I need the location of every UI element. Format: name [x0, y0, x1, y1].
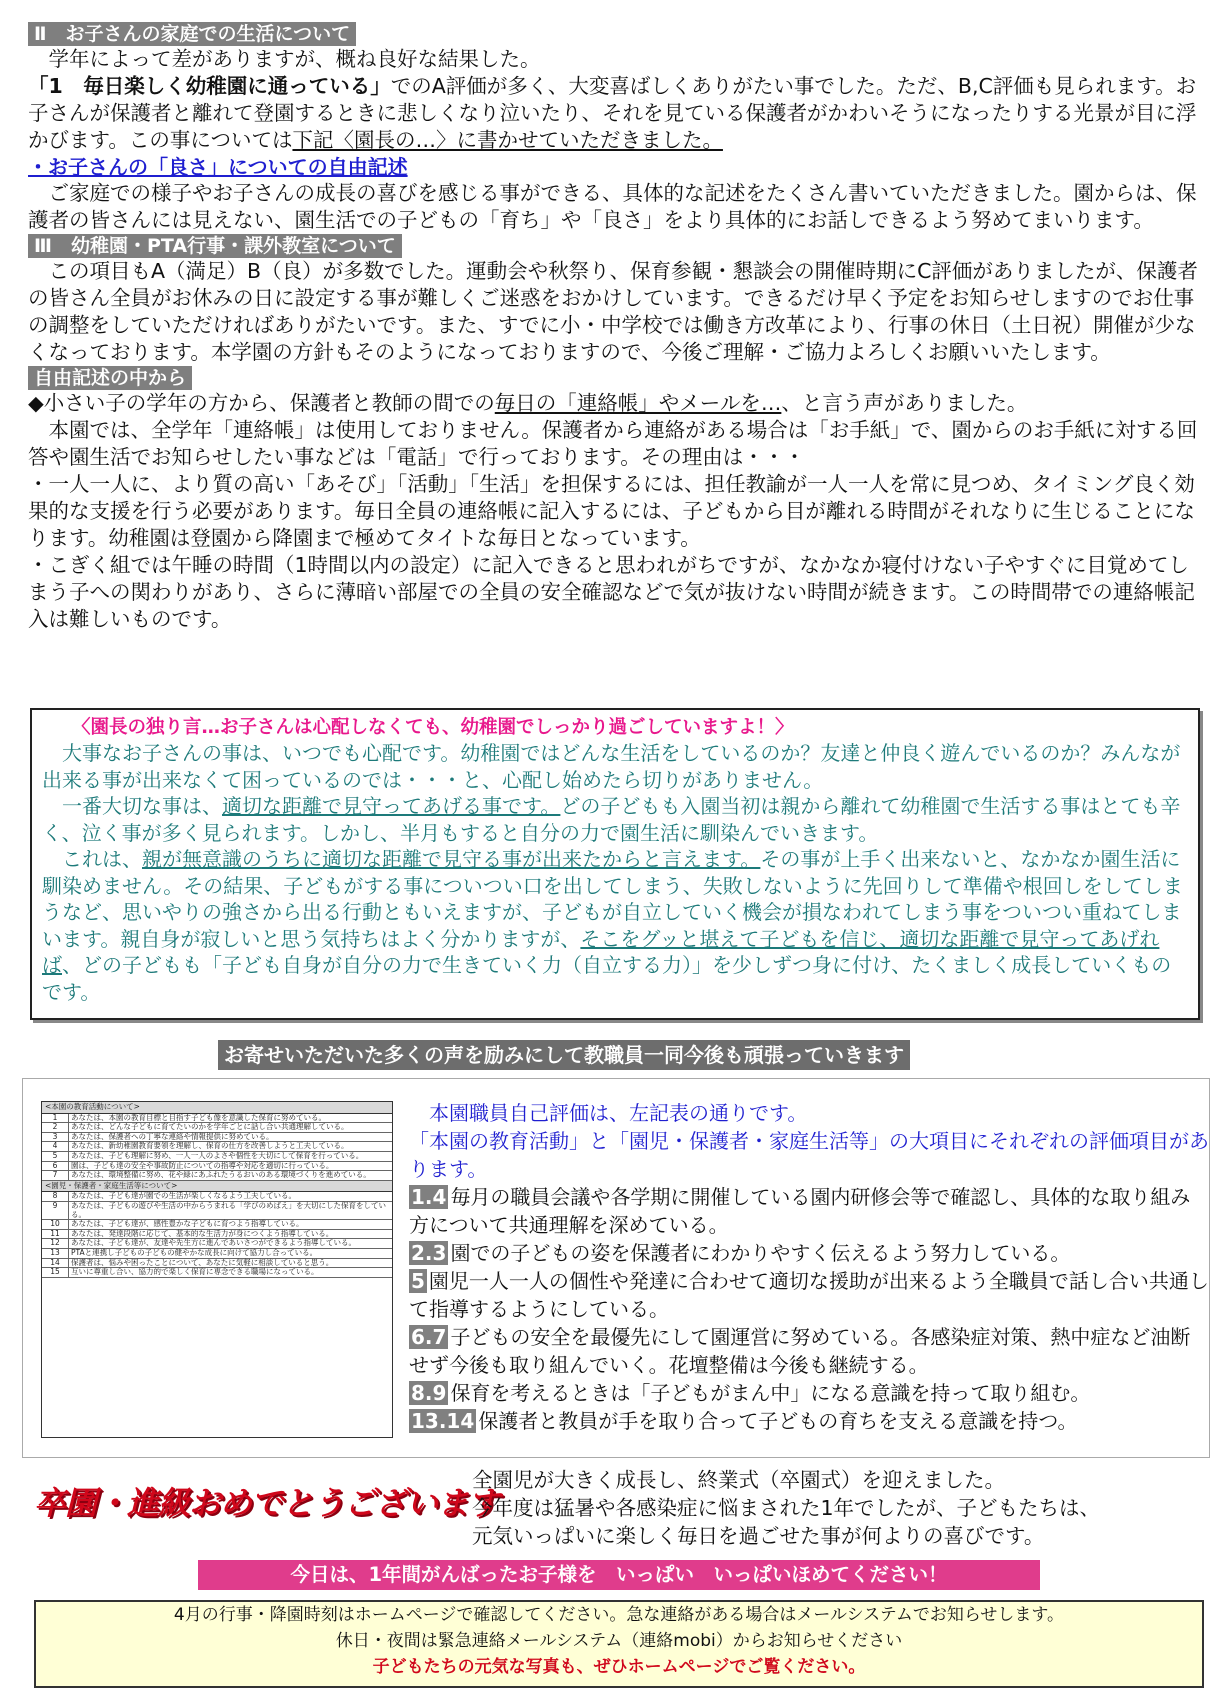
section2-intro: 学年によって差がありますが、概ね良好な結果した。 — [28, 47, 541, 71]
row-text: あなたは、発達段階に応じて、基本的な生活力が身につくよう指導している。 — [71, 1228, 334, 1238]
row-number: 7 — [42, 1171, 69, 1180]
eval-item — [409, 1267, 1209, 1323]
eval-item — [409, 1323, 1209, 1379]
eval-item-text: 保護者と教員が手を取り合って子どもの育ちを支える意識を持つ。 — [478, 1409, 1078, 1433]
eval-item-tag: 6.7 — [411, 1325, 447, 1349]
q1-heading: 「1 毎日楽しく幼稚園に通っている」 — [28, 74, 391, 98]
row-text: あなたは、子どもの遊びや生活の中からうまれる「学びのめばえ」を大切にした保育をしている。 — [71, 1200, 386, 1219]
row-number: 9 — [42, 1202, 69, 1219]
row-text: あなたは、環境整備に努め、花や緑にあふれたうるおいのある環境づくりを進めている。 — [71, 1170, 371, 1180]
section2-q1 — [28, 73, 1208, 154]
row-text: あなたは、保護者への丁寧な連絡や情報提供に努めている。 — [71, 1131, 274, 1141]
eval-item-text: 保育を考えるときは「子どもがまん中」になる意識を持って取り組む。 — [450, 1381, 1091, 1405]
p2c: どの子どもも入園当初は親から離れて幼稚園で生活する事はとても辛く、泣く事が多く見られます。しかし、半月もすると自分の力で園生活に馴染んでいきます。 — [42, 794, 1181, 845]
eval-item — [409, 1407, 1209, 1435]
p3e: 、どの子どもも「子ども自身が自分の力で生きていく力（自立する力）」を少しずつ身に付け、たくましく成長していくものです。 — [42, 953, 1172, 1004]
eval-intro2: 「本園の教育活動」と「園児・保護者・家庭生活等」の大項目にそれぞれの評価項目があります。 — [409, 1129, 1209, 1181]
q1-body: でのA評価が多く、大変喜ばしくありがたい事でした。ただ、B,C評価も見られます。お子さんが保護者と離れて登園するときに悲しくなり泣いたり、それを見ている保護者がかわいそうになったりする光景が目に浮かびます。この事については — [28, 74, 1197, 152]
eval-item-text: 園での子どもの姿を保護者にわかりやすく伝えるよう努力している。 — [450, 1241, 1071, 1265]
grad-line2: 今年度は猛暑や各感染症に悩まされた1年でしたが、子どもたちは、 — [472, 1496, 1101, 1520]
principal-title: 〈園長の独り言…お子さんは心配しなくても、幼稚園でしっかり過ごしていますよ！〉 — [72, 717, 794, 738]
eval-item-tag: 1.4 — [411, 1185, 447, 1209]
evaluation-section — [22, 1078, 1210, 1458]
row-number: 15 — [42, 1268, 69, 1277]
free-text-body: ご家庭での様子やお子さんの成長の喜びを感じる事ができる、具体的な記述をたくさん書いていただきました。園からは、保護者の皆さんには見えない、園生活での子どもの「育ち」や「良さ」をより具体的にお話しできるよう努めてまいります。 — [28, 181, 1197, 232]
free-line1-c: 、と言う声がありました。 — [781, 391, 1028, 415]
eval-item-text: 子どもの安全を最優先にして園運営に努めている。各感染症対策、熱中症など油断せず今後も取り組んでいく。花壇整備は今後も継続する。 — [409, 1325, 1191, 1377]
graduation-text — [472, 1466, 1212, 1550]
praise-bar: 今日は、1年間がんばったお子様を いっぱい いっぱいほめてください！ — [198, 1560, 1040, 1590]
eval-item-tag: 13.14 — [411, 1409, 475, 1433]
table-rows-1 — [42, 1114, 392, 1181]
row-number: 8 — [42, 1192, 69, 1201]
row-text: あなたは、子ども達が、友達や先生方に進んであいさつができるよう指導している。 — [71, 1238, 356, 1248]
section3-title: Ⅲ 幼稚園・PTA行事・課外教室について — [28, 234, 402, 258]
free-line1-b: 毎日の「連絡帳」やメールを… — [494, 391, 782, 415]
row-text: PTAと連携し子どもの子どもの健やかな成長に向けて協力し合っている。 — [71, 1247, 318, 1257]
p3b: 親が無意識のうちに適切な距離で見守る事が出来たからと言えます。 — [142, 847, 761, 871]
row-text: あなたは、子ども達が、感性豊かな子どもに育つよう指導している。 — [71, 1219, 304, 1229]
table-row — [42, 1202, 392, 1220]
footer-line2: 休日・夜間は緊急連絡メールシステム（連絡mobi）からお知らせください — [335, 1631, 903, 1651]
row-text: 保護者は、悩みや困ったことについて、あなたに気軽に相談していると思う。 — [71, 1257, 334, 1267]
p2b: 適切な距離で見守ってあげる事です。 — [222, 794, 561, 818]
row-number: 5 — [42, 1152, 69, 1161]
free-line4: ・こぎく組では午睡の時間（1時間以内の設定）に記入できると思われがちですが、なかなか寝付けない子やすぐに目覚めてしまう子への関わりがあり、さらに薄暗い部屋での全員の安全確認などで気が抜けない時間が続きます。この時間帯での連絡帳記入は難しいものです。 — [28, 553, 1195, 631]
p3a: これは、 — [42, 847, 142, 871]
eval-item-text: 園児一人一人の個性や発達に合わせて適切な援助が出来るよう全職員で話し合い共通して指導するようにしている。 — [409, 1269, 1209, 1321]
principal-p1: 大事なお子さんの事は、いつでも心配です。幼稚園ではどんな生活をしているのか？友達と仲良く遊んでいるのか？みんなが出来る事が出来なくて困っているのでは・・・と、心配し始めたら切りがありません。 — [42, 741, 1181, 792]
footer-line3: 子どもたちの元気な写真も、ぜひホームページでご覧ください。 — [372, 1657, 866, 1677]
footer-notice — [34, 1600, 1204, 1688]
free-section-title: 自由記述の中から — [28, 366, 192, 390]
row-number: 3 — [42, 1133, 69, 1142]
row-number: 12 — [42, 1239, 69, 1248]
table-rows-2 — [42, 1192, 392, 1277]
eval-items — [409, 1183, 1209, 1435]
eval-item-tag: 5 — [411, 1269, 425, 1293]
principal-p3 — [42, 846, 1188, 1005]
table-row — [42, 1268, 392, 1278]
row-text: あなたは、どんな子どもに育てたいのかを学年ごとに話し合い共通理解している。 — [71, 1122, 349, 1132]
row-number: 13 — [42, 1249, 69, 1258]
free-line1-a: ◆小さい子の学年の方から、保護者と教師の間での — [28, 391, 495, 415]
section2-title: Ⅱ お子さんの家庭での生活について — [28, 22, 356, 46]
eval-item-tag: 8.9 — [411, 1381, 447, 1405]
row-text: あなたは、本園の教育目標と目指す子ども像を意識した保育に努めている。 — [71, 1112, 326, 1122]
banner: お寄せいただいた多くの声を励みにして教職員一同今後も頑張っていきます — [218, 1040, 910, 1070]
row-text: あなたは、子ども理解に努め、一人一人のよさや個性を大切にして保育を行っている。 — [71, 1150, 364, 1160]
free-line2: 本園では、全学年「連絡帳」は使用しておりません。保護者から連絡がある場合は「お手紙」で、園からのお手紙に対する回答や園生活でお知らせしたい事などは「電話」で行っております。その理由は・・・ — [28, 418, 1198, 469]
row-number: 10 — [42, 1220, 69, 1229]
row-number: 2 — [42, 1123, 69, 1132]
p3d: そこをグッと堪えて子どもを信じ、適切な距離で見守ってあげれば — [42, 926, 1160, 977]
table-row — [42, 1171, 392, 1181]
row-number: 6 — [42, 1162, 69, 1171]
main-content — [28, 22, 1208, 633]
graduation-title: 卒園・進級おめでとうございます — [34, 1484, 500, 1522]
row-text: あなたは、子ども達が園での生活が楽しくなるよう工夫している。 — [71, 1191, 296, 1201]
free-line1 — [28, 390, 1208, 417]
principal-box — [30, 708, 1200, 1020]
row-text: 園は、子ども達の安全や事故防止についての指導や対応を適切に行っている。 — [71, 1160, 334, 1170]
grad-line1: 全園児が大きく成長し、終業式（卒園式）を迎えました。 — [472, 1468, 1005, 1492]
evaluation-text — [409, 1099, 1209, 1435]
grad-line3: 元気いっぱいに楽しく毎日を過ごせた事が何よりの喜びです。 — [472, 1524, 1045, 1548]
eval-item-tag: 2.3 — [411, 1241, 447, 1265]
row-number: 1 — [42, 1114, 69, 1123]
q1-link-text: 下記〈園長の…〉に書かせていただきました。 — [292, 128, 723, 152]
row-text: あなたは、新幼稚園教育要領を理解し、保育の仕方を改善しようと工夫している。 — [71, 1141, 349, 1151]
eval-intro1: 本園職員自己評価は、左記表の通りです。 — [409, 1101, 808, 1125]
eval-item — [409, 1239, 1209, 1267]
eval-item-text: 毎月の職員会議や各学期に開催している園内研修会等で確認し、具体的な取り組み方について共通理解を深めている。 — [409, 1185, 1191, 1237]
eval-item — [409, 1183, 1209, 1239]
footer-line1: 4月の行事・降園時刻はホームページで確認してください。急な連絡がある場合はメールシステムでお知らせします。 — [173, 1605, 1065, 1625]
eval-item — [409, 1379, 1209, 1407]
row-number: 14 — [42, 1259, 69, 1268]
section3-body: この項目もA（満足）B（良）が多数でした。運動会や秋祭り、保育参観・懇談会の開催時期にC評価がありましたが、保護者の皆さん全員がお休みの日に設定する事が難しくご迷惑をおかけしています。できるだけ早く予定をお知らせしますのでお仕事の調整をしていただければありがたいです。また、すでに小・中学校では働き方改革により、行事の休日（土日祝）開催が少なくなっております。本学園の方針もそのようになっておりますので、今後ご理解・ご協力よろしくお願いいたします。 — [28, 259, 1198, 364]
table-head-1: <本園の教育活動について> — [42, 1102, 392, 1114]
row-text: 互いに尊重し合い、協力的で楽しく保育に専念できる職場になっている。 — [71, 1267, 319, 1277]
p3c: その事が上手く出来ないと、なかなか園生活に馴染めません。その結果、子どもがする事についつい口を出してしまう、失敗しないように先回りして準備や根回しをしてしまうなど、思いやりの強さから出る行動ともいえますが、子どもが自立していく機会が損なわれてしまう事をついつい重ねてしまいます。親自身が寂しいと思う気持ちはよく分かりますが、 — [42, 847, 1183, 951]
principal-p2 — [42, 793, 1188, 846]
p2a: 一番大切な事は、 — [42, 794, 222, 818]
row-number: 4 — [42, 1142, 69, 1151]
evaluation-table — [41, 1101, 393, 1438]
free-line3: ・一人一人に、より質の高い「あそび」「活動」「生活」を担保するには、担任教諭が一人一人を常に見つめ、タイミング良く効果的な支援を行う必要があります。毎日全員の連絡帳に記入するには、子どもから目が離れる時間がそれなりに生じることになります。幼稚園は登園から降園まで極めてタイトな毎日となっています。 — [28, 472, 1195, 550]
free-text-heading: ・お子さんの「良さ」についての自由記述 — [28, 155, 408, 179]
table-head-2: <園児・保護者・家庭生活等について> — [42, 1181, 392, 1193]
row-number: 11 — [42, 1230, 69, 1239]
